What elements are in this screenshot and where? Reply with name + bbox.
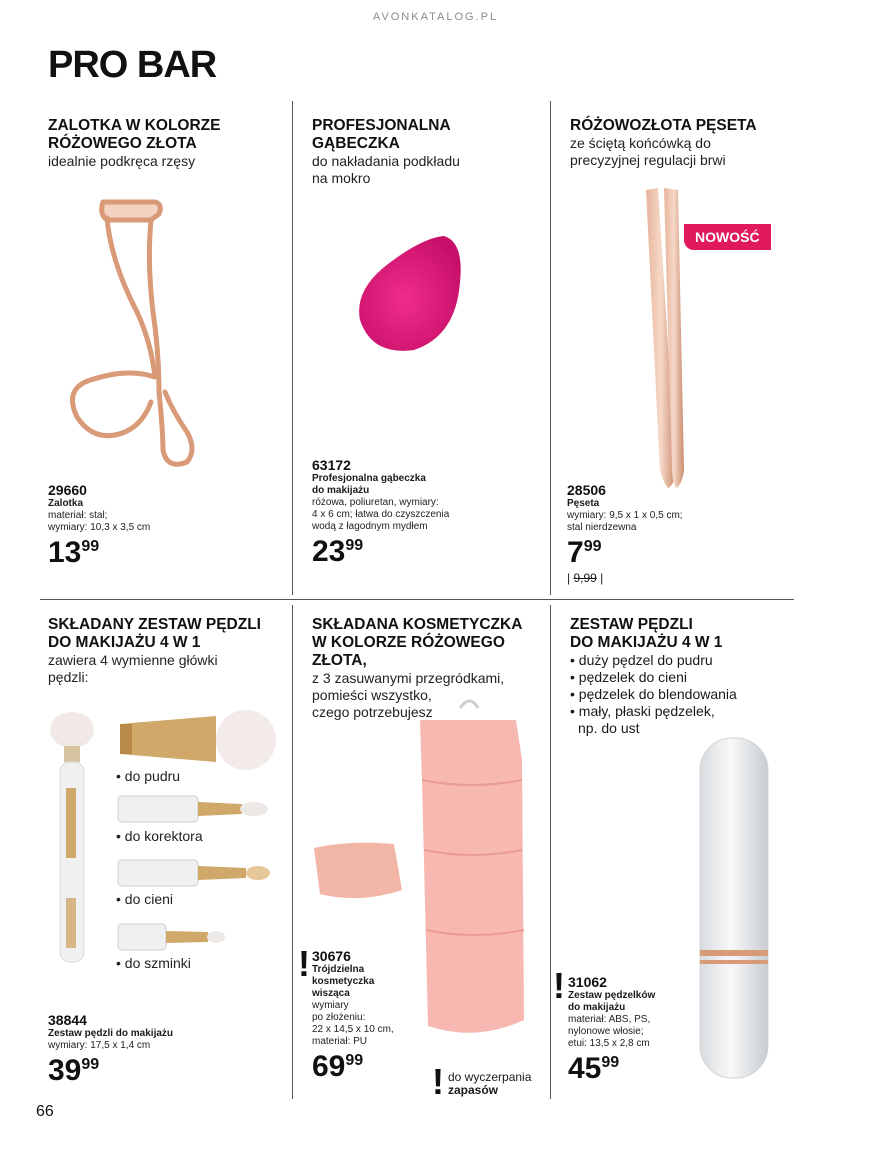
product-spec: materiał: stal; wymiary: 10,3 x 3,5 cm — [48, 510, 151, 533]
product-name: Zestaw pędzli do makijażu — [48, 1028, 174, 1039]
product-code: 31062 — [568, 974, 607, 990]
product-spec: wymiary: 17,5 x 1,4 cm — [48, 1040, 151, 1051]
exclamation-icon: ! — [432, 1061, 444, 1102]
product-subtitle: ze ściętą końcówką do precyzyjnej regulacji brwi — [570, 135, 726, 168]
list-item: • pędzelek do cieni — [570, 669, 687, 685]
site-url: AVONKATALOG.PL — [372, 11, 499, 23]
product-title: ZESTAW PĘDZLI DO MAKIJAŻU 4 W 1 — [570, 616, 723, 651]
product-info — [48, 1012, 288, 1086]
exclamation-icon: ! — [553, 965, 565, 1006]
product-tweezers — [570, 117, 800, 169]
column-divider — [550, 101, 551, 595]
product-code: 29660 — [48, 482, 87, 498]
product-title: RÓŻOWOZŁOTA PĘSETA — [570, 117, 757, 134]
product-info — [567, 482, 797, 585]
brush-case-image — [694, 736, 774, 1082]
product-info — [568, 974, 688, 1084]
brush-label: • do pudru — [116, 768, 181, 784]
product-spec: wymiary: 9,5 x 1 x 0,5 cm; stal nierdzewna — [567, 510, 683, 533]
product-info — [48, 482, 288, 568]
product-name: Trójdzielna kosmetyczka wisząca — [312, 964, 375, 999]
new-badge: NOWOŚĆ — [684, 224, 771, 250]
product-subtitle: idealnie podkręca rzęsy — [48, 153, 196, 169]
product-sponge — [312, 117, 542, 187]
concealer-brush-head-image — [116, 792, 268, 826]
column-divider — [292, 101, 293, 595]
product-name: Zalotka — [48, 498, 84, 509]
product-subtitle: do nakładania podkładu na mokro — [312, 153, 460, 186]
price: 2399 — [312, 535, 364, 568]
product-code: 38844 — [48, 1012, 87, 1028]
product-spec: materiał: ABS, PS, nylonowe włosie; etui: 13,5 x 2,8 cm — [568, 1014, 651, 1049]
product-subtitle: zawiera 4 wymienne główki pędzli: — [48, 652, 218, 685]
brush-label: • do szminki — [116, 955, 191, 971]
old-price: | 9,99 | — [567, 571, 604, 585]
powder-brush-head-image — [116, 706, 280, 772]
product-spec: różowa, poliuretan, wymiary: 4 x 6 cm; łatwa do czyszczenia wodą z łagodnym mydłem — [312, 497, 450, 532]
stock-note: do wyczerpania zapasów — [448, 1070, 532, 1097]
price: 3999 — [48, 1054, 100, 1087]
page-title: PRO BAR — [48, 44, 217, 86]
lip-brush-head-image — [116, 920, 228, 954]
list-item: np. do ust — [578, 720, 640, 736]
product-title: ZALOTKA W KOLORZE RÓŻOWEGO ZŁOTA — [48, 117, 221, 152]
list-item: • duży pędzel do pudru — [570, 652, 713, 668]
product-brush-set-4in1 — [570, 616, 800, 737]
tweezers-image — [636, 180, 706, 495]
column-divider — [550, 605, 551, 1099]
product-title: SKŁADANA KOSMETYCZKA W KOLORZE RÓŻOWEGO ZŁOTA, — [312, 616, 523, 669]
price: 1399 — [48, 536, 100, 569]
product-name: Pęseta — [567, 498, 600, 509]
product-title: SKŁADANY ZESTAW PĘDZLI DO MAKIJAŻU 4 W 1 — [48, 616, 261, 651]
list-item: • pędzelek do blendowania — [570, 686, 737, 702]
brush-label: • do korektora — [116, 828, 203, 844]
eyelash-curler-image — [55, 192, 195, 477]
eyeshadow-brush-head-image — [116, 856, 272, 890]
product-brush-set-foldable — [48, 616, 288, 686]
product-code: 63172 — [312, 457, 351, 473]
page-number: 66 — [36, 1103, 54, 1120]
price: 799 — [567, 536, 602, 569]
price: 4599 — [568, 1052, 620, 1085]
product-name: Zestaw pędzelków do makijażu — [568, 990, 656, 1013]
product-title: PROFESJONALNA GĄBECZKA — [312, 117, 451, 152]
product-code: 28506 — [567, 482, 606, 498]
product-info — [312, 948, 432, 1082]
brush-label: • do cieni — [116, 891, 174, 907]
list-item: • mały, płaski pędzelek, — [570, 703, 715, 719]
price: 6999 — [312, 1050, 364, 1083]
row-divider — [40, 599, 794, 600]
sponge-image — [352, 232, 472, 356]
product-info — [312, 457, 542, 567]
product-subtitle: z 3 zasuwanymi przegródkami, pomieści wszystko, czego potrzebujesz — [312, 670, 505, 720]
foldable-brush-image — [46, 708, 98, 970]
product-name: Profesjonalna gąbeczka do makijażu — [312, 473, 426, 496]
product-code: 30676 — [312, 948, 351, 964]
exclamation-icon: ! — [298, 943, 310, 984]
product-eyelash-curler — [48, 117, 288, 170]
feature-list — [570, 652, 800, 737]
product-spec: wymiary po złożeniu: 22 x 14,5 x 10 cm, materiał: PU — [312, 1000, 394, 1047]
column-divider — [292, 605, 293, 1099]
